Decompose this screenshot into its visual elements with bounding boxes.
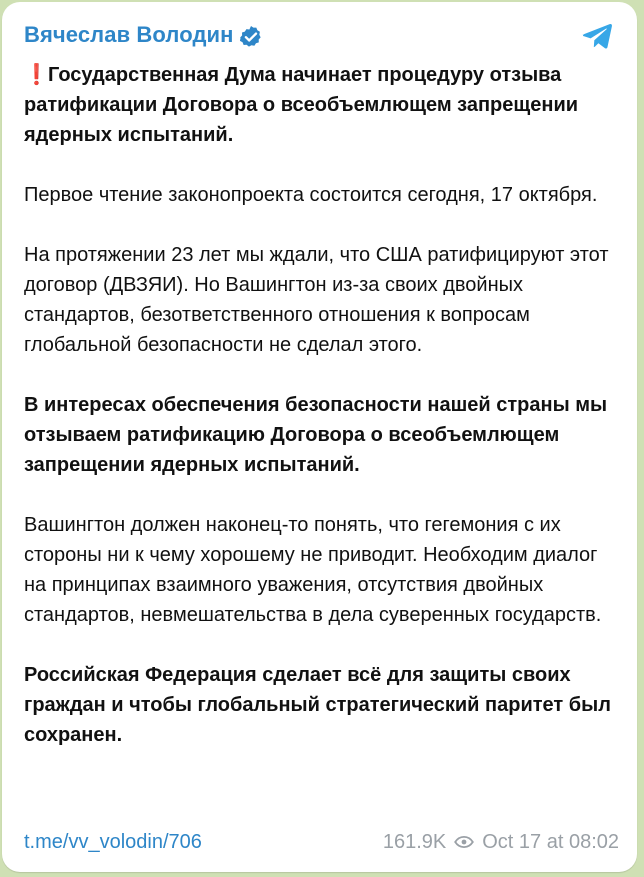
message-footer — [24, 827, 619, 857]
view-count: 161.9K — [382, 831, 447, 853]
eye-icon — [454, 835, 474, 849]
channel-name[interactable]: Вячеслав Володин — [24, 22, 234, 47]
telegram-icon[interactable] — [579, 22, 613, 52]
post-link[interactable]: t.me/vv_volodin/706 — [24, 831, 202, 853]
paragraph-intro — [24, 60, 614, 150]
message-card — [2, 2, 637, 872]
message-header — [24, 20, 623, 60]
paragraph-dialogue: Вашингтон должен наконец-то понять, что гегемония с их стороны ни к чему хорошему не приводит. Необходим диалог на принципах взаимного уважения, отсутствия двойных стандартов, невмешательства в дела суверенных государств. — [24, 514, 602, 626]
message-meta — [383, 827, 619, 857]
paragraph-security: В интересах обеспечения безопасности нашей страны мы отзываем ратификацию Договора о всеобъемлющем запрещении ядерных испытаний. — [24, 394, 608, 476]
paragraph-conclusion: Российская Федерация сделает всё для защиты своих граждан и чтобы глобальный стратегический паритет был сохранен. — [24, 664, 611, 746]
paragraph-text: Государственная Дума начинает процедуру отзыва ратификации Договора о всеобъемлющем запрещении ядерных испытаний. — [24, 64, 579, 146]
exclamation-icon: ❗ — [24, 64, 49, 86]
verified-icon — [238, 24, 264, 50]
message-body — [24, 60, 614, 780]
paragraph-first-reading: Первое чтение законопроекта состоится сегодня, 17 октября. — [24, 184, 598, 206]
paragraph-usa: На протяжении 23 лет мы ждали, что США ратифицируют этот договор (ДВЗЯИ). Но Вашингтон из-за своих двойных стандартов, безответственного отношения к вопросам глобальной безопасности не сделал этого. — [24, 244, 609, 356]
message-date: Oct 17 at 08:02 — [482, 831, 619, 853]
